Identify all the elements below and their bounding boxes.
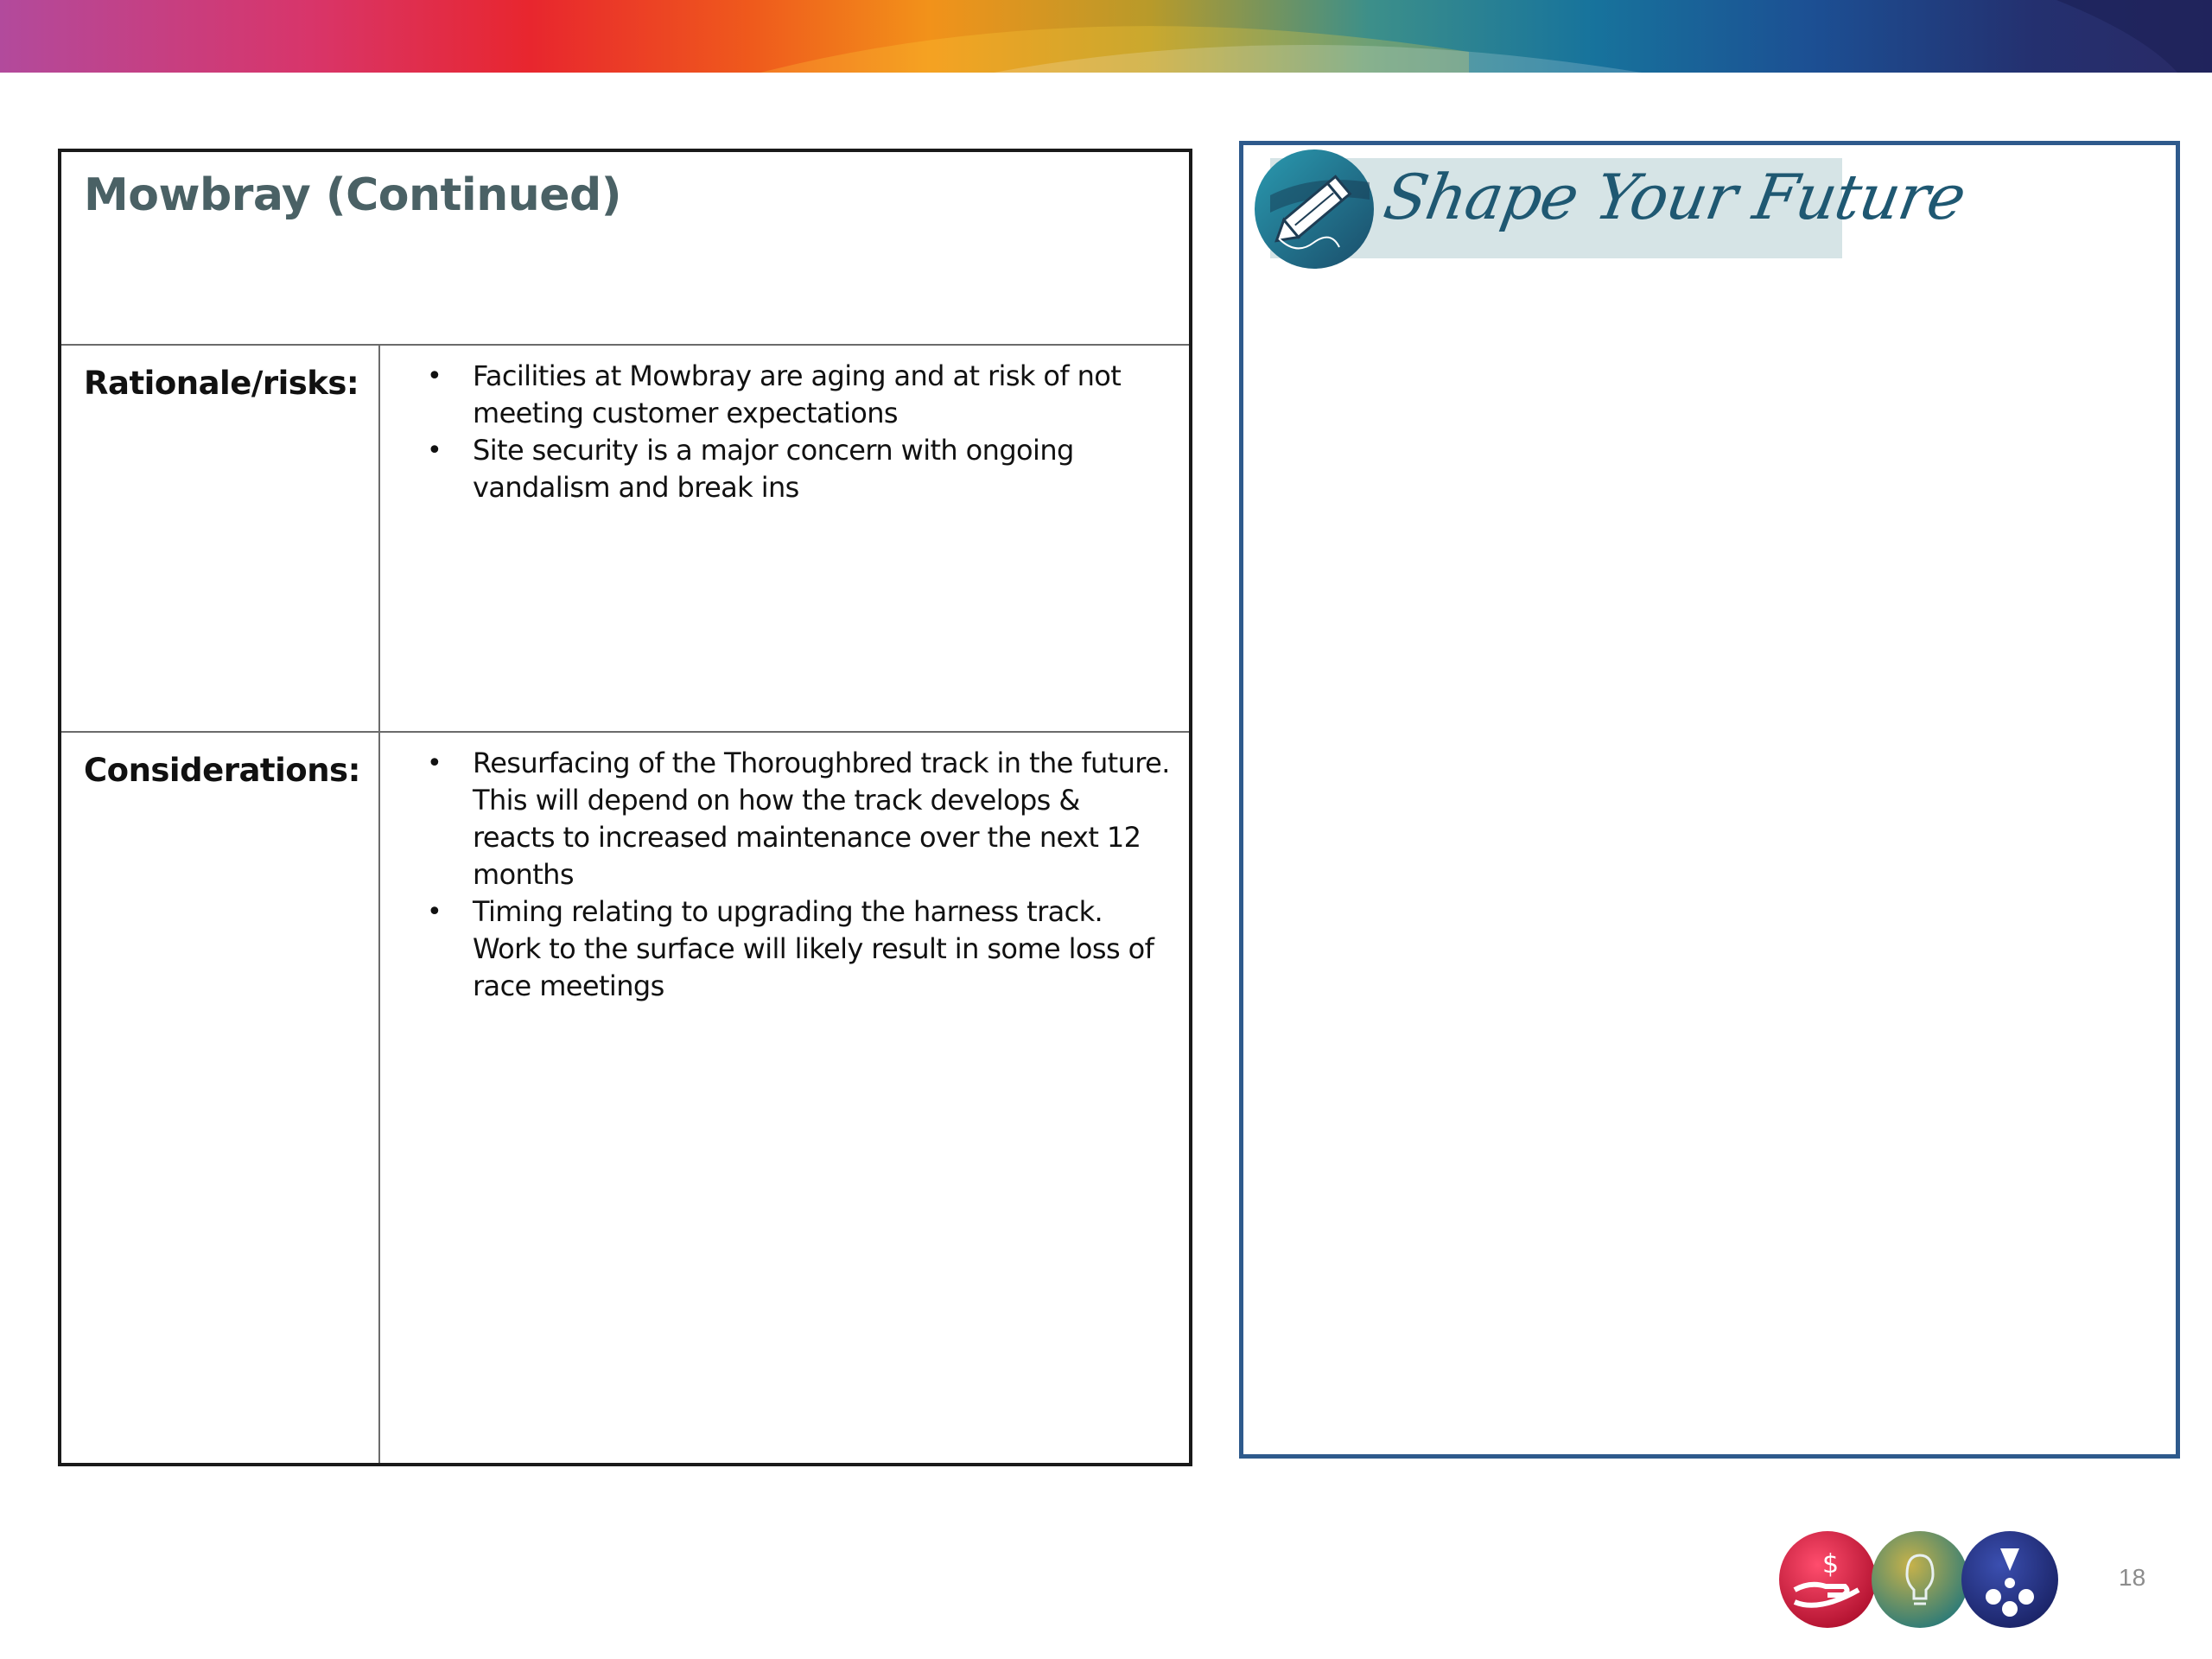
row-divider bbox=[61, 731, 1189, 733]
lightbulb-icon bbox=[1872, 1531, 1968, 1628]
people-network-icon bbox=[1961, 1531, 2058, 1628]
pencil-icon bbox=[1253, 148, 1376, 270]
logo-text: Shape Your Future bbox=[1378, 161, 1971, 233]
list-item: • Site security is a major concern with ongoing vandalism and break ins bbox=[410, 432, 1170, 506]
header-banner bbox=[0, 0, 2212, 73]
list-item: • Resurfacing of the Thoroughbred track in the future. This will depend on how the track develops & reacts to increased maintenance over the next 12 months bbox=[410, 745, 1170, 893]
hand-dollar-icon bbox=[1779, 1531, 1876, 1628]
slide-title: Mowbray (Continued) bbox=[84, 169, 622, 221]
page-number: 18 bbox=[2119, 1564, 2146, 1591]
footer-icon-group bbox=[1776, 1529, 2061, 1642]
shape-your-future-panel bbox=[1239, 141, 2180, 1459]
content-table bbox=[58, 149, 1192, 1466]
considerations-list bbox=[410, 745, 1170, 1005]
banner-swoosh bbox=[0, 0, 2212, 73]
list-item: • Timing relating to upgrading the harness track. Work to the surface will likely result in some loss of race meetings bbox=[410, 893, 1170, 1005]
svg-text:$: $ bbox=[1822, 1549, 1840, 1580]
row-divider bbox=[61, 344, 1189, 346]
row-label-considerations: Considerations: bbox=[84, 752, 360, 789]
rationale-list bbox=[410, 358, 1170, 506]
list-item: • Facilities at Mowbray are aging and at risk of not meeting customer expectations bbox=[410, 358, 1170, 432]
row-label-rationale: Rationale/risks: bbox=[84, 365, 359, 402]
column-divider bbox=[378, 345, 380, 1463]
